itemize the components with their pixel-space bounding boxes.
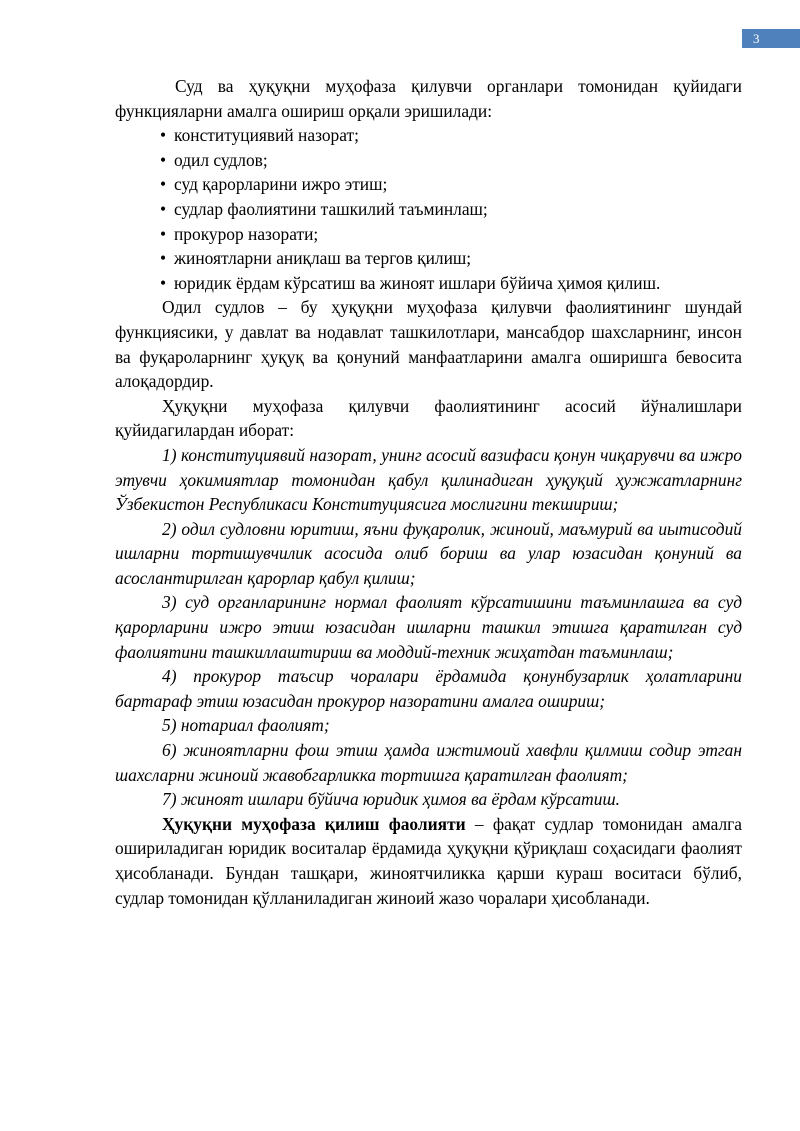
bullet-icon: • [160, 174, 167, 195]
numbered-item: 7) жиноят ишлари бўйича юридик ҳимоя ва ёрдам кўрсатиш. [162, 789, 620, 810]
list-item-text: одил судлов; [174, 149, 268, 170]
numbered-item: 3) суд органларининг нормал фаолият кўрсатишини таъминлашга ва суд қарорларини ижро этиш юзасидан ишларни ташкил этишга қаратилган суд фаолиятини ташкиллаштириш ва моддий-техник жиҳатдан таъминлаш; [115, 592, 742, 662]
list-item-text: судлар фаолиятини ташкилий таъминлаш; [174, 198, 488, 219]
final-paragraph [115, 812, 742, 910]
bullet-icon: • [160, 248, 167, 269]
list-item [115, 197, 742, 222]
bullet-icon: • [160, 125, 167, 146]
list-item [115, 123, 742, 148]
justice-paragraph: Одил судлов – бу ҳуқуқни муҳофаза қилувчи фаолиятининг шундай функциясики, у давлат ва нодавлат ташкилотлари, мансабдор шахсларнинг, инсон ва фуқароларнинг ҳуқуқ ва қонуний манфаатларини амалга оширишга бевосита алоқадордир. [115, 297, 742, 392]
list-item [115, 148, 742, 173]
list-item [115, 222, 742, 247]
bullet-icon: • [160, 223, 167, 244]
bullet-icon: • [160, 149, 167, 170]
numbered-item: 5) нотариал фаолият; [162, 715, 330, 736]
list-item-text: суд қарорларини ижро этиш; [174, 174, 388, 195]
intro-paragraph: Суд ва ҳуқуқни муҳофаза қилувчи органлари томонидан қуйидаги функцияларни амалга ошириш орқали эришилади: [115, 76, 742, 121]
document-body [115, 74, 742, 910]
bullet-icon: • [160, 198, 167, 219]
defined-term: Ҳуқуқни муҳофаза қилиш фаолияти [162, 813, 466, 834]
list-item-text: конституциявий назорат; [174, 125, 359, 146]
numbered-item: 1) конституциявий назорат, унинг асосий вазифаси қонун чиқарувчи ва ижро этувчи ҳокимиятлар томонидан қабул қилинадиган ҳуқуқий ҳужжатларнинг Ўзбекистон Республикаси Конституциясига мослигини текшириш; [115, 444, 742, 515]
final-paragraph-text: – фақат судлар томонидан амалга ошириладиган юридик воситалар ёрдамида ҳуқуқни қўриқлаш соҳасидаги фаолият ҳисобланади. Бундан ташқари, жиноятчиликка қарши кураш воситаси бўлиб, судлар томонидан қўлланиладиган жиноий жазо чоралари ҳисобланади. [115, 813, 743, 908]
list-item [115, 271, 742, 296]
numbered-item: 2) одил судловни юритиш, яъни фуқаролик, жиноий, маъмурий ва иытисодий ишларни тортишувчилик асосида олиб бориш ва улар юзасидан қонуний ва асослантирилган қарорлар қабул қилиш; [115, 518, 742, 588]
page-number: 3 [742, 29, 800, 48]
list-item-text: жиноятларни аниқлаш ва тергов қилиш; [174, 248, 472, 269]
bullet-icon: • [160, 272, 167, 293]
list-item [115, 246, 742, 271]
list-item-text: юридик ёрдам кўрсатиш ва жиноят ишлари бўйича ҳимоя қилиш. [174, 272, 661, 293]
directions-paragraph: Ҳуқуқни муҳофаза қилувчи фаолиятининг асосий йўналишлари қуйидагилардан иборат: [115, 395, 742, 441]
numbered-item: 4) прокурор таъсир чоралари ёрдамида қонунбузарлик ҳолатларини бартараф этиш юзасидан прокурор назоратини амалга ошириш; [115, 666, 742, 711]
list-item [115, 172, 742, 197]
functions-list [115, 123, 742, 295]
numbered-item: 6) жиноятларни фош этиш ҳамда ижтимоий хавфли қилмиш содир этган шахсларни жиноий жавобгарликка тортишга қаратилган фаолият; [115, 740, 742, 785]
list-item-text: прокурор назорати; [174, 223, 319, 244]
